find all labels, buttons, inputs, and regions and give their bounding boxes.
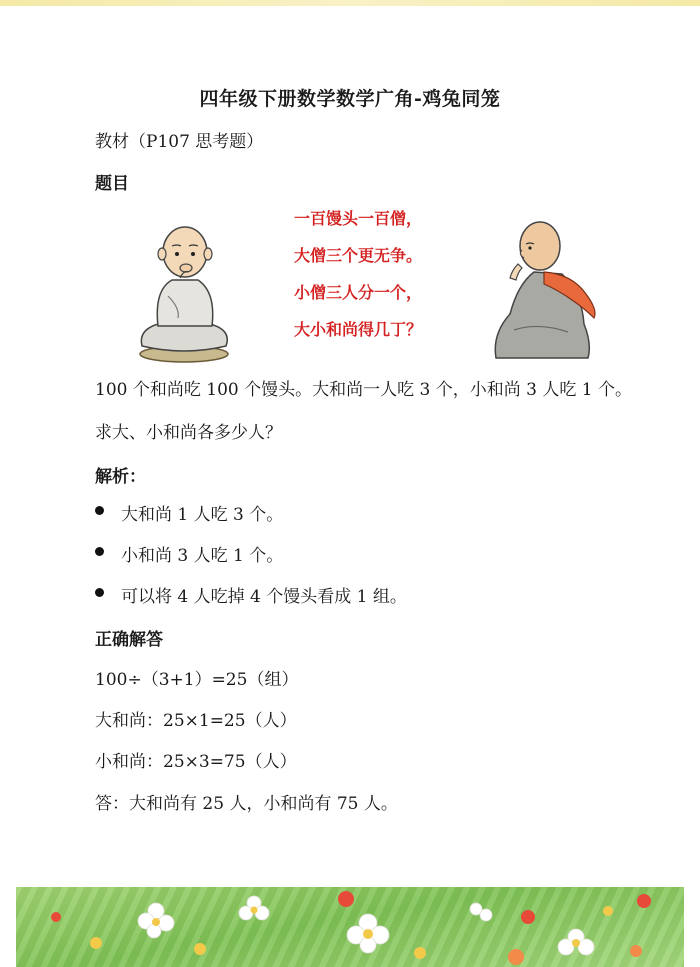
problem-line-2: 求大、小和尚各多少人？ — [95, 423, 282, 443]
question-heading: 题目 — [95, 174, 129, 194]
answer-step: 小和尚：25×3=75（人） — [95, 752, 297, 772]
small-monk-icon — [128, 218, 240, 364]
poem — [294, 208, 464, 356]
analysis-heading: 解析： — [95, 467, 146, 487]
top-decor-strip — [0, 0, 700, 6]
answer-step: 100÷（3+1）=25（组） — [95, 670, 299, 690]
poem-line: 大小和尚得几丁？ — [294, 320, 423, 339]
answer-step: 大和尚：25×1=25（人） — [95, 711, 297, 731]
analysis-bullet: 大和尚 1 人吃 3 个。 — [121, 505, 284, 525]
problem-line-1: 100 个和尚吃 100 个馒头。大和尚一人吃 3 个，小和尚 3 人吃 1 个。 — [95, 380, 632, 400]
analysis-bullet: 可以将 4 人吃掉 4 个馒头看成 1 组。 — [121, 587, 407, 607]
big-monk-icon — [488, 214, 600, 364]
poem-line: 大僧三个更无争。 — [294, 246, 423, 265]
footer-decoration — [16, 887, 684, 967]
bullet-dot — [95, 506, 104, 515]
page-title: 四年级下册数学数学广角-鸡兔同笼 — [199, 88, 501, 110]
answer-heading: 正确解答 — [95, 630, 163, 650]
bullet-dot — [95, 547, 104, 556]
poem-line: 一百馒头一百僧， — [294, 209, 423, 228]
flower-icon — [16, 887, 684, 967]
textbook-reference: 教材（P107 思考题） — [95, 132, 264, 152]
poem-line: 小僧三人分一个， — [294, 283, 423, 302]
bullet-dot — [95, 588, 104, 597]
final-answer: 答：大和尚有 25 人，小和尚有 75 人。 — [95, 794, 398, 814]
analysis-bullet: 小和尚 3 人吃 1 个。 — [121, 546, 284, 566]
